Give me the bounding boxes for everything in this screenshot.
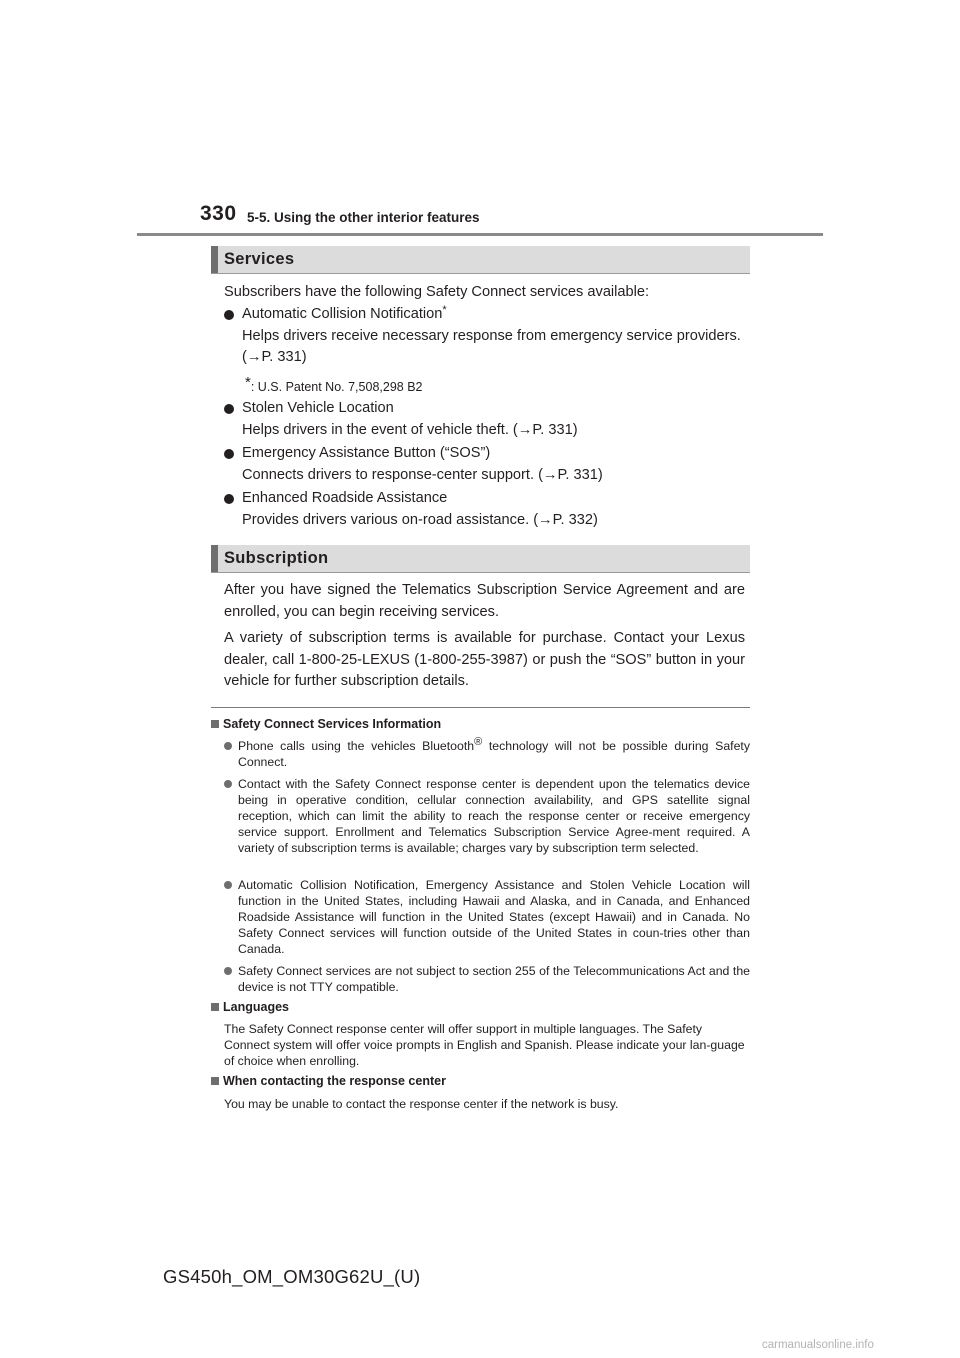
service-description: Helps drivers in the event of vehicle theft. (→P. 331): [242, 421, 578, 438]
subscription-heading-underline: [211, 572, 750, 573]
header-divider: [137, 233, 823, 236]
safety-info-item-bluetooth: Phone calls using the vehicles Bluetooth® technology will not be possible during Safety Connect.: [224, 738, 750, 770]
services-heading-underline: [211, 273, 750, 274]
footnote-marker: *: [442, 304, 447, 317]
registered-mark: ®: [474, 736, 483, 749]
subscription-paragraph-2: A variety of subscription terms is available for purchase. Contact your Lexus dealer, call 1-800-25-LEXUS (1-800-255-3987) or push the “SOS” button in your vehicle for further subscription details.: [224, 630, 745, 689]
services-heading-bar: [211, 246, 750, 273]
contact-heading: When contacting the response center: [211, 1074, 446, 1088]
section-title: 5-5. Using the other interior features: [247, 210, 480, 225]
safety-info-item-coverage: Automatic Collision Notification, Emergency Assistance and Stolen Vehicle Location will function in the United States, including Hawaii and Alaska, and in Canada, and Enhanced Roadside Assistance will function in the United States (except Hawaii) and in Canada. No Safety Connect services will function outside of the United States in coun-tries other than Canada.: [224, 877, 750, 957]
subscription-heading-bar: [211, 545, 750, 572]
small-bullet-icon: [224, 967, 232, 975]
page-number: 330: [200, 202, 237, 225]
small-bullet-icon: [224, 881, 232, 889]
document-id: GS450h_OM_OM30G62U_(U): [163, 1266, 421, 1287]
square-bullet-icon: [211, 720, 219, 728]
footnote-text: : U.S. Patent No. 7,508,298 B2: [250, 379, 423, 394]
safety-info-heading: Safety Connect Services Information: [211, 717, 441, 731]
languages-heading: Languages: [211, 1000, 289, 1014]
contact-text: You may be unable to contact the response center if the network is busy.: [224, 1097, 619, 1111]
subscription-heading: Subscription: [224, 549, 329, 567]
subscription-paragraph-1: After you have signed the Telematics Subscription Service Agreement and are enrolled, you can begin receiving services.: [224, 582, 745, 620]
languages-text: The Safety Connect response center will offer support in multiple languages. The Safety Connect system will offer voice prompts in English and Spanish. Please indicate your lan-guage of choice when enrolling.: [224, 1022, 745, 1069]
square-bullet-icon: [211, 1003, 219, 1011]
section-divider: [211, 707, 750, 708]
safety-info-item-response-center: Contact with the Safety Connect response center is dependent upon the telematics device being in operative condition, cellular connection availability, and GPS satellite signal reception, which can limit the ability to reach the response center or receive emergency service support. Enrollment and Telematics Subscription Service Agree-ment required. A variety of subscription terms is available; charges vary by subscription term selected.: [224, 776, 750, 856]
square-bullet-icon: [211, 1077, 219, 1085]
service-title: Enhanced Roadside Assistance: [242, 490, 448, 506]
bullet-icon: [224, 449, 234, 459]
safety-info-item-tty: Safety Connect services are not subject to section 255 of the Telecommunications Act and the device is not TTY compatible.: [224, 963, 750, 995]
small-bullet-icon: [224, 780, 232, 788]
page-reference: (→P. 331): [242, 349, 307, 365]
page-header: [0, 0, 960, 240]
service-title: Emergency Assistance Button (“SOS”): [242, 445, 491, 461]
service-description: Connects drivers to response-center support. (→P. 331): [242, 466, 603, 483]
services-heading: Services: [224, 250, 295, 268]
services-intro: Subscribers have the following Safety Connect services available:: [224, 284, 650, 300]
footnote: [245, 374, 422, 394]
bullet-icon: [224, 404, 234, 414]
bullet-icon: [224, 494, 234, 504]
service-title: Stolen Vehicle Location: [242, 400, 394, 416]
bullet-icon: [224, 310, 234, 320]
service-description: Provides drivers various on-road assistance. (→P. 332): [242, 511, 598, 528]
watermark: carmanualsonline.info: [762, 1339, 874, 1351]
footnote-star: *: [245, 374, 251, 391]
small-bullet-icon: [224, 742, 232, 750]
service-description: Helps drivers receive necessary response from emergency service providers.: [242, 327, 741, 344]
service-title: Automatic Collision Notification: [242, 306, 443, 322]
